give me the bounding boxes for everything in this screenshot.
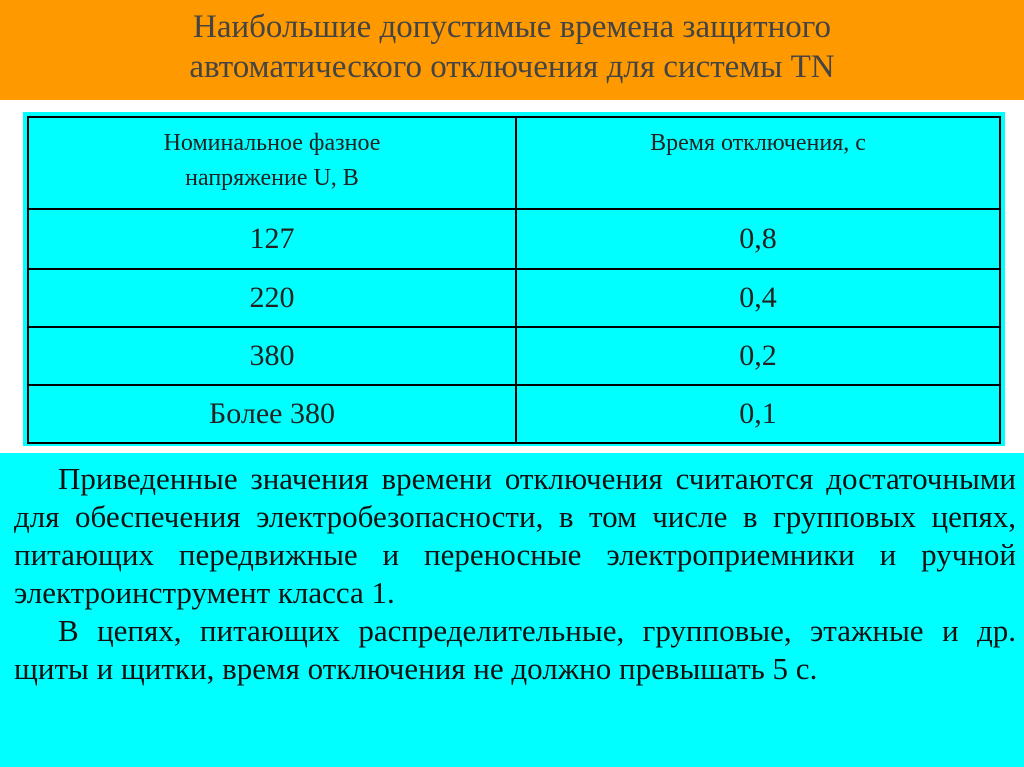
- time-cell: 0,2: [516, 327, 1000, 385]
- voltage-cell: Более 380: [28, 385, 516, 443]
- slide-title: [0, 0, 1024, 87]
- header-voltage-line-2: напряжение U, В: [185, 165, 359, 191]
- table-header-row: [28, 117, 1000, 209]
- voltage-cell: 127: [28, 209, 516, 269]
- time-cell: 0,1: [516, 385, 1000, 443]
- note-paragraph-2: В цепях, питающих распределительные, групповые, этажные и др. щиты и щитки, время отключения не должно превышать 5 с.: [14, 613, 1016, 686]
- slide-title-line-2: автоматического отключения для системы TN: [189, 49, 835, 85]
- slide-title-line-1: Наибольшие допустимые времена защитного: [193, 9, 831, 45]
- table-row: [28, 209, 1000, 269]
- table-panel: [23, 112, 1005, 446]
- header-cell-time: [516, 117, 1000, 209]
- time-cell: 0,8: [516, 209, 1000, 269]
- shutdown-time-table: [27, 116, 1001, 444]
- header-cell-voltage: [28, 117, 516, 209]
- header-time-label: Время отключения, с: [650, 130, 866, 156]
- voltage-cell: 380: [28, 327, 516, 385]
- table-row: [28, 327, 1000, 385]
- note-panel: [0, 453, 1024, 767]
- title-bar: [0, 0, 1024, 100]
- note-paragraph-1: Приведенные значения времени отключения считаются достаточными для обеспечения электробезопасности, в том числе в групповых цепях, питающих передвижные и переносные электроприемники и ручной электроинструмент класса 1.: [14, 461, 1016, 610]
- time-cell: 0,4: [516, 269, 1000, 327]
- table-row: [28, 385, 1000, 443]
- table-row: [28, 269, 1000, 327]
- header-voltage-line-1: Номинальное фазное: [163, 130, 381, 156]
- voltage-cell: 220: [28, 269, 516, 327]
